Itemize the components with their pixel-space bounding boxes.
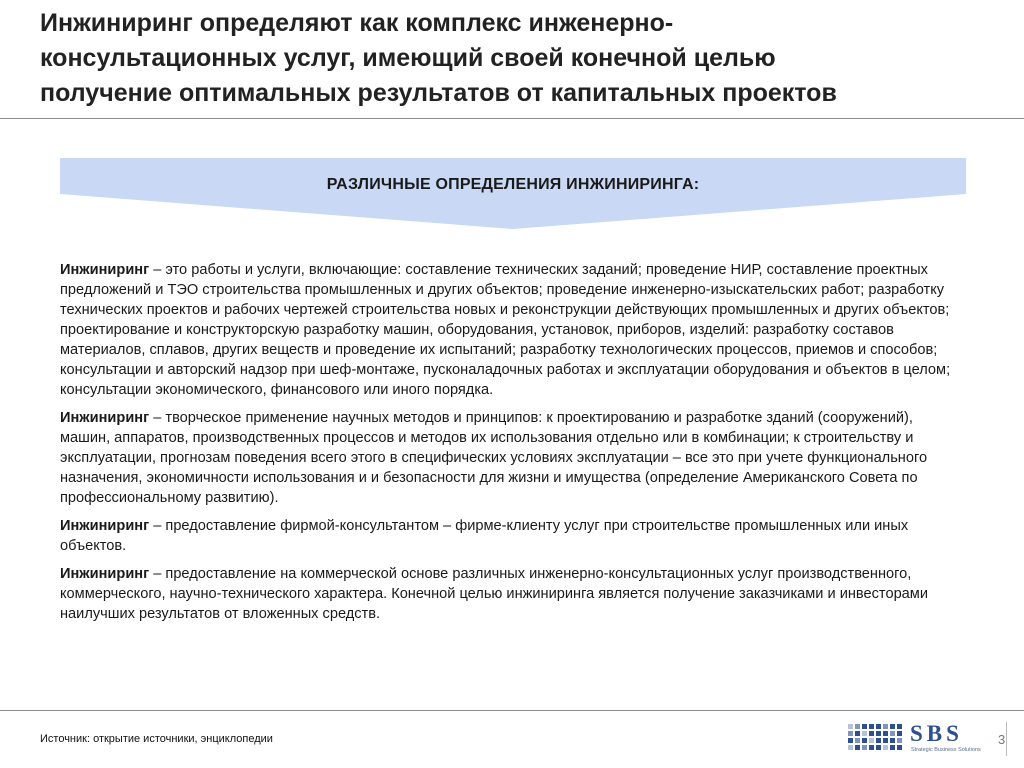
definition-term: Инжиниринг: [60, 262, 150, 278]
definition-item: [60, 516, 960, 556]
definition-item: [60, 408, 960, 508]
source-note: Источник: открытие источники, энциклопедии: [40, 733, 273, 745]
slide-title-line-2: консультационных услуг, имеющий своей конечной целью: [40, 44, 776, 72]
banner-chevron-shape: [60, 158, 966, 230]
page-number: 3: [998, 732, 1006, 747]
definition-term: Инжиниринг: [60, 518, 150, 534]
slide-title: [40, 6, 1000, 111]
definition-text: – это работы и услуги, включающие: составление технических заданий; проведение НИР, составление проектных предложений и ТЭО строительства промышленных и других объектов; проведение инженерно-изыскательских работ; разработку технических проектов и рабочих чертежей строительства новых и реконструкции действующих промышленных и других объектов; проектирование и конструкторскую разработку машин, оборудования, установок, приборов, изделий: разработку составов материалов, сплавов, других веществ и проведение их испытаний; разработку технологических процессов, приемов и способов; консультации и авторский надзор при шеф-монтаже, пусконаладочных работах и эксплуатации оборудования и объектов в целом; консультации экономического, финансового или иного порядка.: [60, 262, 951, 398]
definition-term: Инжиниринг: [60, 410, 150, 426]
logo-wordmark: SBS: [910, 721, 963, 746]
definitions-banner: [60, 158, 966, 230]
definition-item: [60, 260, 960, 400]
slide-title-line-1: Инжиниринг определяют как комплекс инженерно-: [40, 9, 674, 37]
logo-tagline: Strategic Business Solutions: [911, 747, 981, 753]
logo-grid-icon: [848, 724, 904, 752]
title-divider: [0, 118, 1024, 119]
definition-term: Инжиниринг: [60, 566, 150, 582]
definitions-list: [60, 260, 960, 632]
definition-text: – предоставление на коммерческой основе различных инженерно-консультационных услуг производственного, коммерческого, научно-технического характера. Конечной целью инжиниринга является получение заказчиками и инвесторами наилучших результатов от вложенных средств.: [60, 566, 928, 622]
definition-text: – творческое применение научных методов и принципов: к проектированию и разработке зданий (сооружений), машин, аппаратов, производственных процессов и методов их использования отдельно или в комбинации; к строительству и эксплуатации, прогнозам поведения всего этого в специфических условиях эксплуатации – все это при учете функционального назначения, экономичности использования и и безопасности для жизни и имущества (определение Американского Совета по профессиональному развитию).: [60, 410, 928, 506]
footer-divider: [0, 710, 1024, 711]
definition-text: – предоставление фирмой-консультантом – фирме-клиенту услуг при строительстве промышленных или иных объектов.: [60, 518, 909, 554]
banner-heading: РАЗЛИЧНЫЕ ОПРЕДЕЛЕНИЯ ИНЖИНИРИНГА:: [326, 176, 700, 193]
page-number-divider: [1006, 722, 1007, 756]
definition-item: [60, 564, 960, 624]
sbs-logo: [848, 720, 998, 756]
slide-title-line-3: получение оптимальных результатов от капитальных проектов: [40, 79, 837, 107]
